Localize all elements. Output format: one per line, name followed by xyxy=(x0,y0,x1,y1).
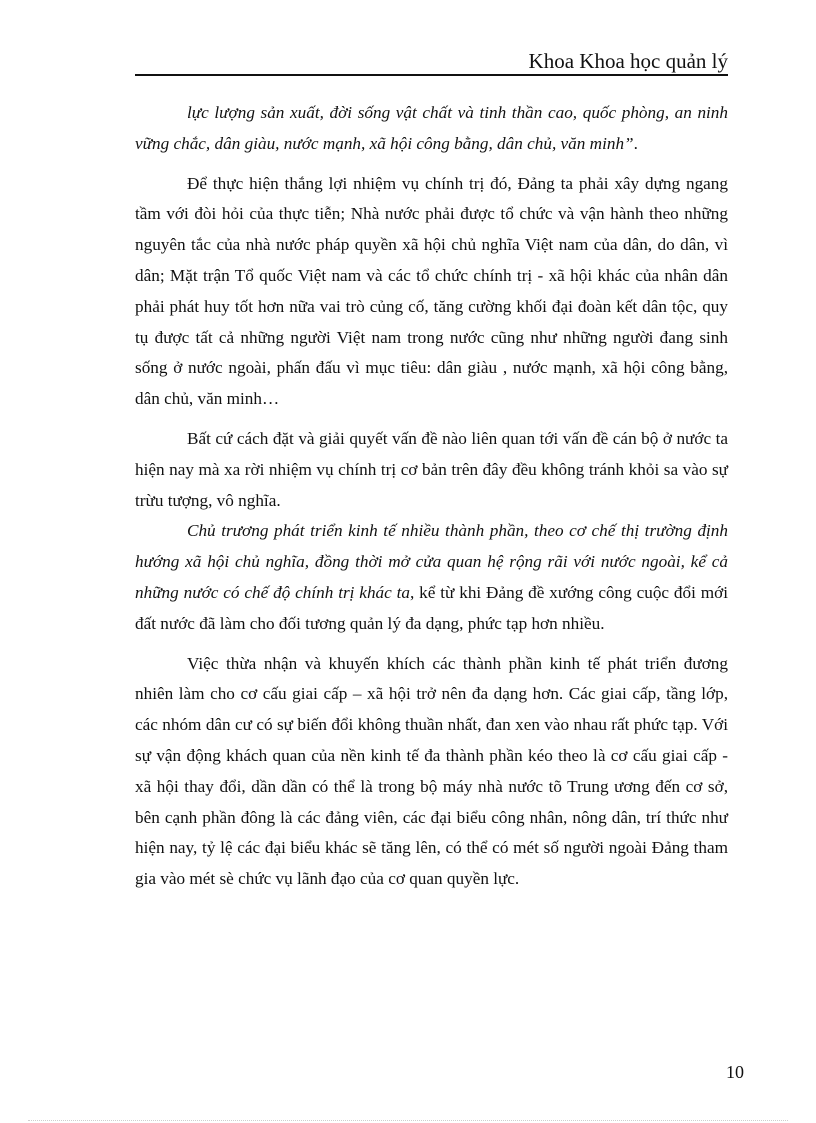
paragraph-3-normal: Bất cứ cách đặt và giải quyết vấn đề nào liên quan tới vấn đề cán bộ ở nước ta hiện nay mà xa rời nhiệm vụ chính trị cơ bản trên đây đều không tránh khỏi sa vào sự trừu tượng, vô nghĩa. xyxy=(135,428,728,510)
paragraph-2 xyxy=(135,169,728,415)
paragraph-4-italic: Chủ trương phát triển kinh tế nhiều thành phần, theo cơ chế thị trường định hướng xã hội chủ nghĩa, đồng thời mở cửa quan hệ rộng rãi với nước ngoài, kể cả những nước có chế độ chính trị khác ta xyxy=(135,521,728,602)
body-text xyxy=(135,98,728,895)
paragraph-4 xyxy=(135,516,728,639)
paragraph-5 xyxy=(135,649,728,895)
paragraph-5-normal: Việc thừa nhận và khuyến khích các thành phần kinh tế phát triển đương nhiên làm cho cơ cấu giai cấp – xã hội trở nên đa dạng hơn. Các giai cấp, tầng lớp, các nhóm dân cư có sự biến đổi không thuần nhất, đan xen vào nhau rất phức tạp. Với sự vận động khách quan của nền kinh tế đa thành phần kéo theo là cơ cấu giai cấp - xã hội thay đổi, dần dần có thể là trong bộ máy nhà nước tõ Trung ương đến cơ sở, bên cạnh phần đông là các đảng viên, các đại biểu công nhân, nông dân, trí thức như hiện nay, tỷ lệ các đại biểu khác sẽ tăng lên, có thể có mét số người ngoài Đảng tham gia vào mét sè chức vụ lãnh đạo của cơ quan quyền lực. xyxy=(135,653,728,889)
paragraph-2-normal: Để thực hiện thắng lợi nhiệm vụ chính trị đó, Đảng ta phải xây dựng ngang tầm với đòi hỏi của thực tiễn; Nhà nước phải được tổ chức và vận hành theo những nguyên tắc của nhà nước pháp quyền xã hội chủ nghĩa Việt nam của dân, do dân, vì dân; Mặt trận Tổ quốc Việt nam và các tổ chức chính trị - xã hội khác của nhân dân phải phát huy tốt hơn nữa vai trò củng cố, tăng cường khối đại đoàn kết dân tộc, quy tụ được tất cả những người Việt nam trong nước cũng như những người đang sinh sống ở nước ngoài, phấn đấu vì mục tiêu: dân giàu , nước mạnh, xã hội công bằng, dân chủ, văn minh… xyxy=(135,173,728,409)
header-rule xyxy=(135,74,728,76)
paragraph-4-normal: , kể từ khi Đảng đề xướng công cuộc đổi mới đất nước đã làm cho đối tương quản lý đa dạng, phức tạp hơn nhiều. xyxy=(135,582,728,633)
page-bottom-border xyxy=(28,1120,788,1121)
paragraph-1-normal: . xyxy=(633,133,638,153)
paragraph-1 xyxy=(135,98,728,160)
page-number: 10 xyxy=(726,1062,744,1082)
running-header-title: Khoa Khoa học quản lý xyxy=(528,49,728,73)
paragraph-3 xyxy=(135,424,728,516)
paragraph-1-italic: lực lượng sản xuất, đời sống vật chất và tinh thần cao, quốc phòng, an ninh vững chắc, dân giàu, nước mạnh, xã hội công bằng, dân chủ, văn minh” xyxy=(135,103,728,153)
